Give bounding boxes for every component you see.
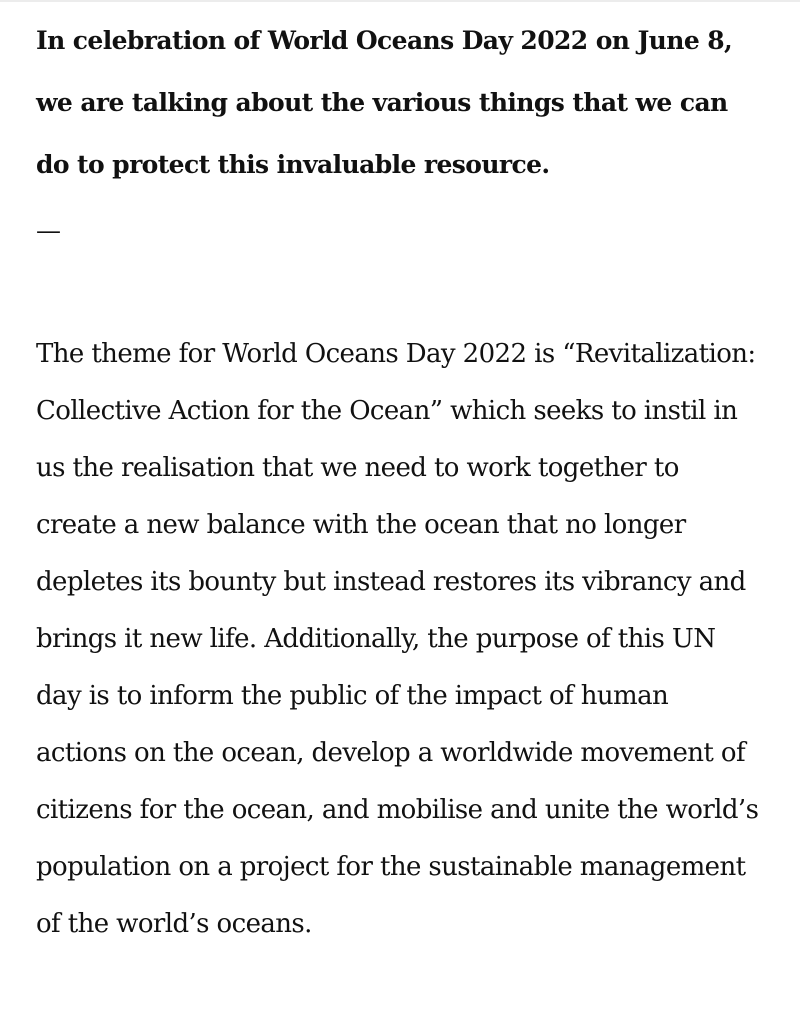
article-body [36, 10, 764, 939]
body-paragraph: The theme for World Oceans Day 2022 is “Revitalization: Collective Action for the Ocean” which seeks to instil in us the realisation that we need to work together to create a new balance with the ocean that no longer depletes its bounty but instead restores its vibrancy and brings it new life. Additionally, the purpose of this UN day is to inform the public of the impact of human actions on the ocean, develop a worldwide movement of citizens for the ocean, and mobilise and unite the world’s population on a project for the sustainable management of the world’s oceans. [36, 339, 759, 939]
top-divider [0, 0, 800, 2]
section-separator: — [36, 216, 61, 245]
intro-paragraph: In celebration of World Oceans Day 2022 on June 8, we are talking about the various things that we can do to protect this invaluable resource. [36, 26, 733, 179]
